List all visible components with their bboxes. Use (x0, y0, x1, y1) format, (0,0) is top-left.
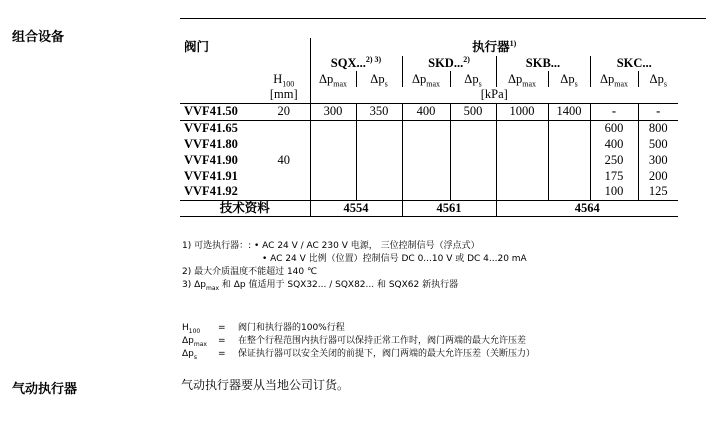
footnote-1: 1) 可选执行器：: • AC 24 V / AC 230 V 电源， 三位控制信号（浮点式） (182, 241, 480, 251)
value-cell: 500 (450, 103, 496, 120)
value-cell: 300 (310, 103, 356, 120)
value-cell: 1000 (496, 103, 548, 120)
mm-unit: [mm] (269, 87, 298, 102)
model-row: VVF41.80 (184, 136, 238, 151)
skc-s-value: 500 (638, 136, 678, 152)
dp-max-skb: $\Delta p_{max}$ (496, 71, 548, 87)
value-cell: 350 (356, 103, 402, 120)
skc-s-value: 300 (638, 152, 678, 168)
dp-s-skd: $\Delta p_s$ (450, 71, 496, 87)
valve-header: 阀门 (184, 39, 210, 54)
dp-s-skb: $\Delta p_s$ (548, 71, 590, 87)
actuator-skd: SKD...$^{2)}$ (402, 56, 496, 71)
legend-row-dps: $\Delta p_s$ = 保证执行器可以安全关闭的前提下，阀门两端的最大允许压差（关断压力） (182, 349, 536, 361)
tech-doc-sqx: 4554 (310, 200, 402, 216)
h100-label: $H_{100}$ (273, 71, 295, 88)
skc-s-value: 800 (638, 120, 678, 136)
model-row: VVF41.90 (184, 152, 238, 167)
actuator-header: 执行器$^{1)}$ (310, 38, 678, 56)
section-heading-pneumatic: 气动执行器 (12, 382, 78, 397)
dp-max-skd: $\Delta p_{max}$ (402, 71, 450, 87)
value-cell: 400 (402, 103, 450, 120)
actuator-skb: SKB... (496, 56, 590, 71)
skc-max-value: 600 (590, 120, 638, 136)
legend-row-dpmax: $\Delta p_{max}$ = 在整个行程范围内执行器可以保持正常工作时，阀门两端的最大允许压差 (182, 336, 527, 348)
combination-table (180, 38, 678, 217)
dp-max-sqx: $\Delta p_{max}$ (310, 71, 356, 87)
skc-max-value: 175 (590, 168, 638, 184)
model-row: VVF41.65 (184, 120, 238, 135)
footnote-1-line2: • AC 24 V 比例（位置）控制信号 DC 0...10 V 或 DC 4...20 mA (262, 254, 527, 264)
section-heading-combination: 组合设备 (12, 30, 65, 45)
skc-s-value: 200 (638, 168, 678, 184)
skc-max-value: 250 (590, 152, 638, 168)
skc-max-value: 400 (590, 136, 638, 152)
skc-s-value: 125 (638, 184, 678, 200)
footnote-3: 3) $\Delta p_{max}$ 和 Δp 值适用于 SQX32... / SQX82... 和 SQX62 新执行器 (182, 280, 459, 292)
group-h-value: 40 (258, 120, 310, 200)
tech-doc-skd: 4561 (402, 200, 496, 216)
model-row: VVF41.92 (180, 184, 258, 200)
kpa-unit: [kPa] (310, 87, 678, 103)
actuator-sqx: SQX...$^{2) 3)}$ (310, 56, 402, 71)
legend-row-h100: $H_{100}$ = 阀门和执行器的100%行程 (182, 323, 345, 335)
value-cell: 1400 (548, 103, 590, 120)
dp-s-skc: $\Delta p_s$ (638, 71, 678, 87)
model-vvf41-50: VVF41.50 (180, 103, 258, 120)
pneumatic-note: 气动执行器要从当地公司订货。 (181, 378, 350, 392)
h-value: 20 (258, 103, 310, 120)
footnote-2: 2) 最大介质温度不能超过 140 ℃ (182, 267, 318, 277)
actuator-skc: SKC... (590, 56, 678, 71)
value-cell: - (638, 103, 678, 120)
value-cell: - (590, 103, 638, 120)
tech-docs-label: 技术资料 (180, 200, 310, 216)
footnotes (182, 240, 527, 292)
dp-s-sqx: $\Delta p_s$ (356, 71, 402, 87)
symbol-legend (182, 322, 535, 361)
tech-doc-skb-skc: 4564 (496, 200, 678, 216)
skc-max-value: 100 (590, 184, 638, 200)
model-row: VVF41.91 (184, 168, 238, 183)
dp-max-skc: $\Delta p_{max}$ (590, 71, 638, 87)
top-rule (180, 18, 706, 19)
